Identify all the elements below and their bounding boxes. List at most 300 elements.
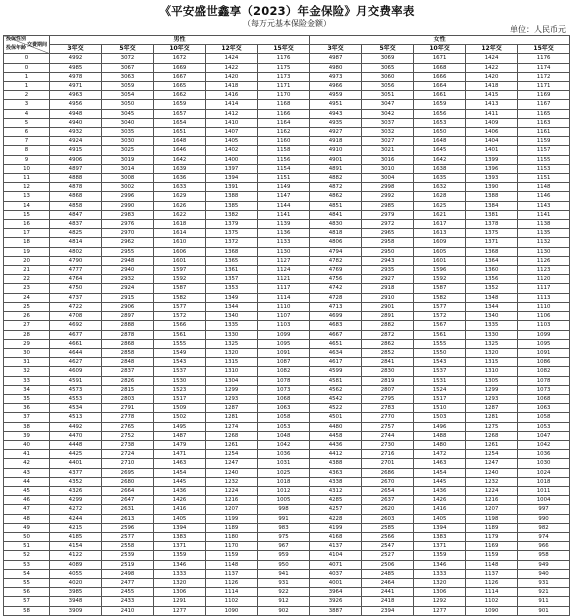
rate-cell: 1409	[466, 118, 518, 127]
rate-cell: 1633	[154, 183, 206, 192]
rate-cell: 2596	[102, 523, 154, 532]
female-group-header: 女性	[310, 36, 570, 45]
rate-cell: 1406	[466, 128, 518, 137]
rate-cell: 1665	[154, 82, 206, 91]
female-term-3: 3年交	[310, 45, 362, 54]
rate-cell: 1121	[258, 275, 310, 284]
rate-cell: 1207	[466, 505, 518, 514]
rate-cell: 3002	[102, 183, 154, 192]
age-cell: 15	[4, 210, 50, 219]
rate-cell: 1426	[154, 496, 206, 505]
rate-cell: 1325	[466, 339, 518, 348]
rate-cell: 4935	[310, 118, 362, 127]
rate-cell: 1543	[154, 358, 206, 367]
rate-cell: 940	[518, 569, 570, 578]
rate-cell: 2485	[362, 569, 414, 578]
rate-cell: 1399	[466, 155, 518, 164]
rate-cell: 1277	[154, 606, 206, 615]
rate-cell: 1405	[154, 514, 206, 523]
rate-cell: 901	[518, 606, 570, 615]
rate-cell: 2433	[102, 597, 154, 606]
rate-cell: 4830	[310, 220, 362, 229]
rate-cell: 1232	[206, 477, 258, 486]
table-row	[4, 486, 570, 495]
rate-cell: 1388	[206, 192, 258, 201]
rate-cell: 4436	[310, 440, 362, 449]
rate-cell: 1320	[154, 578, 206, 587]
age-cell: 2	[4, 91, 50, 100]
rate-cell: 2795	[362, 394, 414, 403]
rate-cell: 1587	[154, 284, 206, 293]
rate-cell: 1216	[206, 496, 258, 505]
rate-cell: 4154	[50, 542, 102, 551]
rate-cell: 2585	[362, 523, 414, 532]
rate-cell: 1137	[206, 569, 258, 578]
age-cell: 53	[4, 560, 50, 569]
rate-cell: 4448	[50, 440, 102, 449]
rate-cell: 1618	[154, 220, 206, 229]
rate-cell: 1287	[466, 404, 518, 413]
rate-cell: 1299	[466, 385, 518, 394]
rate-cell: 3054	[102, 91, 154, 100]
rate-cell: 1106	[518, 312, 570, 321]
rate-cell: 2778	[102, 413, 154, 422]
rate-cell: 1124	[258, 266, 310, 275]
rate-cell: 3045	[102, 109, 154, 118]
rate-cell: 4401	[50, 459, 102, 468]
rate-cell: 1091	[518, 348, 570, 357]
rate-cell: 2770	[362, 413, 414, 422]
table-row	[4, 266, 570, 275]
table-row	[4, 146, 570, 155]
age-cell: 7	[4, 137, 50, 146]
rate-cell: 1371	[414, 542, 466, 551]
rate-cell: 966	[518, 542, 570, 551]
age-cell: 34	[4, 385, 50, 394]
rate-cell: 2992	[362, 192, 414, 201]
rate-cell: 1159	[518, 137, 570, 146]
rate-cell: 1123	[518, 266, 570, 275]
age-cell: 36	[4, 404, 50, 413]
rate-cell: 1333	[414, 569, 466, 578]
table-row	[4, 192, 570, 201]
rate-cell: 1524	[414, 385, 466, 394]
rate-cell: 4847	[50, 210, 102, 219]
age-cell: 42	[4, 459, 50, 468]
table-row	[4, 431, 570, 440]
rate-cell: 2637	[362, 496, 414, 505]
rate-cell: 1555	[414, 339, 466, 348]
rate-cell: 1661	[414, 91, 466, 100]
rate-cell: 1073	[258, 385, 310, 394]
rate-cell: 1543	[414, 358, 466, 367]
rate-cell: 4137	[310, 542, 362, 551]
rate-cell: 1601	[154, 256, 206, 265]
rate-cell: 1418	[206, 82, 258, 91]
rate-cell: 1277	[414, 606, 466, 615]
rate-cell: 1114	[258, 293, 310, 302]
table-row	[4, 588, 570, 597]
table-row	[4, 597, 570, 606]
rate-cell: 3069	[362, 54, 414, 63]
rate-cell: 1375	[206, 229, 258, 238]
rate-cell: 4963	[50, 91, 102, 100]
rate-cell: 2613	[102, 514, 154, 523]
age-cell: 13	[4, 192, 50, 201]
rate-cell: 1232	[466, 477, 518, 486]
rate-cell: 4501	[310, 413, 362, 422]
rate-cell: 2841	[362, 358, 414, 367]
rate-cell: 4338	[310, 477, 362, 486]
rate-cell: 1412	[206, 109, 258, 118]
rate-cell: 4199	[310, 523, 362, 532]
rate-cell: 2998	[362, 183, 414, 192]
rate-cell: 4037	[310, 569, 362, 578]
rate-cell: 1117	[258, 284, 310, 293]
rate-cell: 1549	[154, 348, 206, 357]
rate-cell: 1179	[466, 532, 518, 541]
rate-cell: 4071	[310, 560, 362, 569]
rate-cell: 1614	[154, 229, 206, 238]
rate-cell: 1610	[154, 238, 206, 247]
rate-cell: 2972	[362, 220, 414, 229]
rate-cell: 1247	[466, 459, 518, 468]
rate-cell: 1130	[258, 247, 310, 256]
rate-cell: 1509	[154, 404, 206, 413]
age-cell: 1	[4, 72, 50, 81]
rate-cell: 1596	[414, 266, 466, 275]
rate-cell: 1053	[258, 422, 310, 431]
table-row	[4, 404, 570, 413]
rate-cell: 4951	[310, 100, 362, 109]
rate-cell: 1371	[154, 542, 206, 551]
rate-cell: 2837	[102, 367, 154, 376]
rate-cell: 4352	[50, 477, 102, 486]
rate-cell: 1664	[414, 82, 466, 91]
rate-cell: 2410	[102, 606, 154, 615]
female-term-15: 15年交	[518, 45, 570, 54]
rate-cell: 1306	[154, 588, 206, 597]
rate-cell: 4562	[310, 385, 362, 394]
female-term-5: 5年交	[362, 45, 414, 54]
rate-cell: 1666	[414, 72, 466, 81]
rate-cell: 1424	[206, 54, 258, 63]
rate-cell: 4980	[310, 63, 362, 72]
rate-cell: 1310	[466, 367, 518, 376]
age-cell: 25	[4, 302, 50, 311]
rate-cell: 4858	[50, 201, 102, 210]
table-row	[4, 376, 570, 385]
rate-cell: 4522	[310, 404, 362, 413]
rate-cell: 4825	[50, 229, 102, 238]
rate-cell: 991	[258, 514, 310, 523]
rate-cell: 1091	[258, 348, 310, 357]
rate-cell: 2603	[362, 514, 414, 523]
rate-cell: 4802	[50, 247, 102, 256]
rate-cell: 2654	[362, 486, 414, 495]
table-row	[4, 256, 570, 265]
table-row	[4, 440, 570, 449]
rate-cell: 1207	[206, 505, 258, 514]
rate-cell: 1113	[518, 293, 570, 302]
rate-cell: 4966	[310, 82, 362, 91]
rate-cell: 2724	[102, 450, 154, 459]
rate-cell: 1148	[466, 560, 518, 569]
rate-cell: 4790	[50, 256, 102, 265]
rate-cell: 1671	[414, 54, 466, 63]
rate-cell: 1672	[154, 54, 206, 63]
rate-cell: 1344	[466, 302, 518, 311]
rate-cell: 4978	[50, 72, 102, 81]
table-row	[4, 477, 570, 486]
rate-cell: 1320	[414, 578, 466, 587]
rate-cell: 912	[258, 597, 310, 606]
rate-cell: 2631	[102, 505, 154, 514]
table-row	[4, 201, 570, 210]
table-row	[4, 174, 570, 183]
rate-cell: 1648	[154, 137, 206, 146]
rate-cell: 4257	[310, 505, 362, 514]
age-cell: 51	[4, 542, 50, 551]
table-row	[4, 247, 570, 256]
term-header-row	[4, 45, 570, 54]
rate-cell: 4299	[50, 496, 102, 505]
rate-cell: 2519	[102, 560, 154, 569]
rate-cell: 1502	[154, 413, 206, 422]
rate-cell: 1651	[154, 128, 206, 137]
rate-cell: 2477	[102, 578, 154, 587]
rate-cell: 4377	[50, 468, 102, 477]
rate-cell: 1567	[414, 321, 466, 330]
rate-cell: 2738	[102, 440, 154, 449]
table-row	[4, 210, 570, 219]
rate-cell: 4677	[50, 330, 102, 339]
rate-cell: 1416	[206, 91, 258, 100]
rate-cell: 1247	[206, 459, 258, 468]
rate-cell: 1135	[518, 229, 570, 238]
rate-cell: 1126	[466, 578, 518, 587]
rate-cell: 1416	[414, 505, 466, 514]
rate-cell: 1005	[258, 496, 310, 505]
rate-cell: 4777	[50, 266, 102, 275]
rate-cell: 1657	[154, 109, 206, 118]
rate-cell: 3035	[102, 128, 154, 137]
table-row	[4, 578, 570, 587]
age-cell: 32	[4, 367, 50, 376]
table-row	[4, 118, 570, 127]
rate-cell: 1606	[154, 247, 206, 256]
rate-cell: 1159	[466, 551, 518, 560]
table-row	[4, 72, 570, 81]
rate-cell: 1368	[466, 247, 518, 256]
table-row	[4, 330, 570, 339]
table-row	[4, 569, 570, 578]
table-row	[4, 505, 570, 514]
rate-cell: 2979	[362, 210, 414, 219]
rate-cell: 1582	[414, 293, 466, 302]
rate-cell: 1357	[206, 275, 258, 284]
rate-cell: 1281	[466, 413, 518, 422]
rate-cell: 1383	[414, 532, 466, 541]
rate-cell: 1102	[206, 597, 258, 606]
rate-cell: 1141	[258, 210, 310, 219]
rate-cell: 1141	[518, 210, 570, 219]
rate-cell: 3037	[362, 118, 414, 127]
rate-cell: 1058	[518, 413, 570, 422]
rate-cell: 1171	[518, 82, 570, 91]
rate-cell: 1382	[206, 210, 258, 219]
rate-cell: 1110	[258, 302, 310, 311]
rate-cell: 1048	[258, 431, 310, 440]
rate-cell: 974	[518, 532, 570, 541]
rate-cell: 1073	[518, 385, 570, 394]
age-cell: 5	[4, 118, 50, 127]
rate-cell: 4992	[50, 54, 102, 63]
rate-cell: 1166	[258, 109, 310, 118]
table-row	[4, 339, 570, 348]
age-cell: 20	[4, 256, 50, 265]
rate-cell: 1335	[206, 321, 258, 330]
rate-cell: 1024	[518, 468, 570, 477]
rate-cell: 1031	[258, 459, 310, 468]
rate-cell: 1047	[518, 431, 570, 440]
rate-cell: 4818	[310, 229, 362, 238]
rate-cell: 1012	[258, 486, 310, 495]
rate-cell: 1144	[258, 201, 310, 210]
table-row	[4, 164, 570, 173]
rate-cell: 911	[518, 597, 570, 606]
rate-cell: 1642	[414, 155, 466, 164]
rate-cell: 1391	[206, 183, 258, 192]
rate-cell: 1110	[518, 302, 570, 311]
rate-cell: 2962	[102, 238, 154, 247]
rate-cell: 1424	[466, 54, 518, 63]
rate-cell: 4458	[310, 431, 362, 440]
rate-cell: 902	[258, 606, 310, 615]
rate-cell: 2701	[362, 459, 414, 468]
corner-age-label: 投保年龄	[6, 45, 27, 52]
rate-cell: 4708	[50, 312, 102, 321]
rate-cell: 1199	[206, 514, 258, 523]
rate-cell: 1172	[518, 72, 570, 81]
table-row	[4, 293, 570, 302]
rate-cell: 4901	[310, 155, 362, 164]
age-cell: 9	[4, 155, 50, 164]
rate-cell: 1154	[258, 164, 310, 173]
rate-cell: 1157	[518, 146, 570, 155]
rate-cell: 1653	[414, 118, 466, 127]
rate-cell: 1126	[206, 578, 258, 587]
rate-cell: 4750	[50, 284, 102, 293]
rate-cell: 4868	[50, 192, 102, 201]
rate-cell: 958	[518, 551, 570, 560]
rate-cell: 4312	[310, 486, 362, 495]
rate-cell: 2464	[362, 578, 414, 587]
rate-cell: 4956	[50, 100, 102, 109]
rate-cell: 4272	[50, 505, 102, 514]
table-row	[4, 128, 570, 137]
rate-cell: 1480	[414, 440, 466, 449]
rate-cell: 1148	[206, 560, 258, 569]
rate-cell: 1216	[466, 496, 518, 505]
rate-cell: 1348	[466, 293, 518, 302]
rate-cell: 921	[518, 588, 570, 597]
rate-cell: 1078	[518, 376, 570, 385]
rate-cell: 4943	[310, 109, 362, 118]
age-cell: 38	[4, 422, 50, 431]
rate-cell: 4862	[310, 192, 362, 201]
rate-cell: 1587	[414, 284, 466, 293]
table-row	[4, 606, 570, 615]
rate-cell: 1656	[414, 109, 466, 118]
rate-cell: 1114	[466, 588, 518, 597]
rate-cell: 931	[258, 578, 310, 587]
age-cell: 6	[4, 128, 50, 137]
rate-cell: 3072	[102, 54, 154, 63]
rate-cell: 1340	[466, 312, 518, 321]
rate-cell: 2848	[102, 358, 154, 367]
age-cell: 21	[4, 266, 50, 275]
rate-cell: 1396	[466, 164, 518, 173]
rate-cell: 4513	[50, 413, 102, 422]
rate-cell: 2985	[362, 201, 414, 210]
rate-cell: 1537	[154, 367, 206, 376]
rate-cell: 1120	[518, 275, 570, 284]
rate-cell: 4882	[310, 174, 362, 183]
rate-cell: 1346	[154, 560, 206, 569]
age-cell: 30	[4, 348, 50, 357]
rate-cell: 4122	[50, 551, 102, 560]
rate-cell: 4769	[310, 266, 362, 275]
rate-cell: 2506	[362, 560, 414, 569]
table-row	[4, 302, 570, 311]
rate-cell: 4326	[50, 486, 102, 495]
rate-cell: 2924	[102, 284, 154, 293]
rate-cell: 1102	[466, 597, 518, 606]
rate-cell: 4667	[310, 330, 362, 339]
rate-cell: 1149	[258, 183, 310, 192]
rate-cell: 1170	[258, 91, 310, 100]
header-corner-cell	[4, 36, 50, 54]
age-cell: 33	[4, 376, 50, 385]
rate-cell: 1189	[466, 523, 518, 532]
rate-cell: 4948	[50, 109, 102, 118]
table-row	[4, 63, 570, 72]
rate-cell: 1488	[414, 431, 466, 440]
document-title: 《平安盛世鑫享（2023）年金保险》月交费率表	[159, 4, 415, 18]
rate-cell: 2686	[362, 468, 414, 477]
premium-rate-table	[3, 35, 570, 616]
rate-cell: 1394	[154, 523, 206, 532]
rate-cell: 4215	[50, 523, 102, 532]
rate-cell: 2455	[102, 588, 154, 597]
rate-cell: 1146	[518, 192, 570, 201]
male-term-15: 15年交	[258, 45, 310, 54]
rate-cell: 1254	[206, 450, 258, 459]
age-cell: 28	[4, 330, 50, 339]
rate-cell: 1107	[258, 312, 310, 321]
rate-cell: 1401	[466, 146, 518, 155]
rate-cell: 4412	[310, 450, 362, 459]
rate-cell: 1561	[414, 330, 466, 339]
rate-cell: 1254	[466, 450, 518, 459]
rate-cell: 2620	[362, 505, 414, 514]
age-cell: 37	[4, 413, 50, 422]
rate-cell: 1315	[206, 358, 258, 367]
table-row	[4, 312, 570, 321]
age-cell: 17	[4, 229, 50, 238]
table-row	[4, 109, 570, 118]
